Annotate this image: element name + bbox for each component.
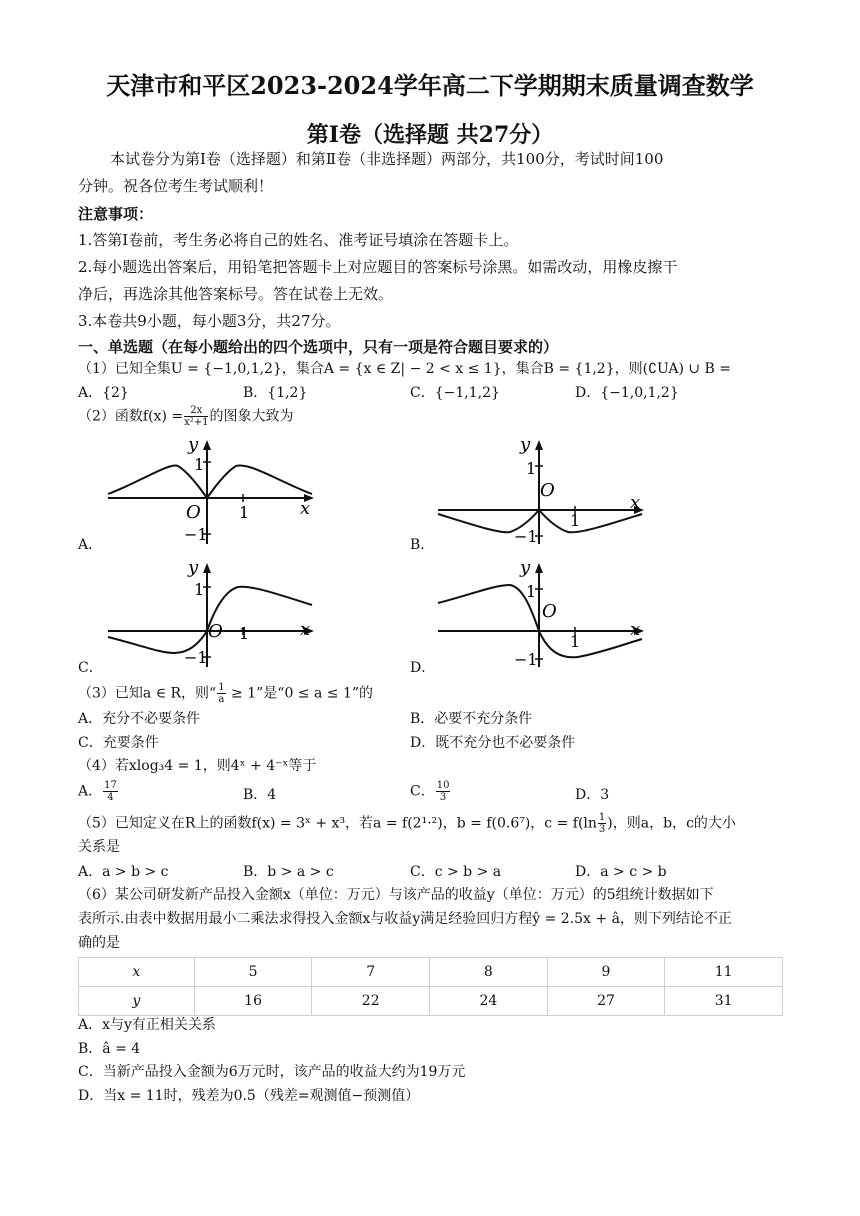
note-2b: 净后，再选涂其他答案标号。答在试卷上无效。 [78,285,394,303]
graph-c [100,555,330,675]
q3-option-d: D．既不充分也不必要条件 [410,735,576,751]
table-cell: 8 [430,958,548,987]
q4-option-c [410,780,451,803]
table-cell: 9 [547,958,665,987]
page-subtitle: 第Ⅰ卷（选择题 共27分） [306,122,554,148]
q3-stem [78,682,373,705]
q3-option-a: A．充分不必要条件 [78,711,201,727]
q2-option-d: D． [410,660,436,676]
q2-option-b: B． [410,537,435,553]
q4-option-a [78,780,119,803]
note-2a: 2.每小题选出答案后，用铅笔把答题卡上对应题目的答案标号涂黑。如需改动，用橡皮擦干 [78,258,678,276]
q3-frac-num: 1 [218,682,225,693]
q6-option-b: B．â = 4 [78,1041,141,1057]
q4-stem: （4）若xlog₃4 = 1，则4ˣ + 4⁻ˣ等于 [78,758,317,774]
q6-stem-line-1: （6）某公司研发新产品投入金额x（单位：万元）与该产品的收益y（单位：万元）的5组统计数据如下 [78,887,714,903]
q5-frac-den: 3 [598,824,606,835]
graph-b-one-y: 1 [526,459,537,478]
table-header-y: y [79,987,195,1016]
q2-fraction [184,405,208,428]
graph-d-y-label: y [520,557,531,578]
table-row [79,958,783,987]
q2-frac-den: x²+1 [184,417,209,428]
q1-option-d: D．{−1,0,1,2} [575,385,679,401]
q2-stem-post: 的图象大致为 [209,408,294,425]
page-title: 天津市和平区2023-2024学年高二下学期期末质量调查数学 [106,71,754,100]
q2-option-c: C． [78,660,103,676]
table-cell: 5 [194,958,312,987]
graph-b-origin-label: O [540,480,555,501]
q4-option-c-label: C． [410,783,435,800]
graph-a-one-y: 1 [194,455,205,474]
q3-option-c: C．充要条件 [78,735,159,751]
graph-c-y-label: y [188,557,199,578]
table-cell: 24 [430,987,548,1016]
q1-option-b: B．{1,2} [243,385,308,401]
q1-option-c: C．{−1,1,2} [410,385,500,401]
graph-d-neg-one: −1 [514,650,538,669]
table-cell: 16 [194,987,312,1016]
q3-fraction [217,682,225,705]
q6-option-c: C．当新产品投入金额为6万元时，该产品的收益大约为19万元 [78,1064,466,1080]
note-1: 1.答第Ⅰ卷前，考生务必将自己的姓名、准考证号填涂在答题卡上。 [78,231,519,249]
q4-a-num: 17 [104,780,117,791]
graph-a-y-label: y [188,434,199,455]
q5-option-c: C．c > b > a [410,864,502,880]
q3-frac-den: a [218,694,225,705]
table-cell: 7 [312,958,430,987]
graph-b-neg-one: −1 [514,527,538,546]
graph-d [430,555,660,675]
table-cell: 11 [665,958,783,987]
q4-option-d: D．3 [575,787,610,803]
graph-c-x-label: x [300,619,311,640]
graph-d-origin-label: O [542,601,557,622]
graph-a [100,432,330,552]
q1-option-a: A．{2} [78,385,129,401]
graph-c-origin-label: O [208,621,223,642]
graph-c-curve [108,587,312,653]
table-cell: 31 [665,987,783,1016]
graph-c-one-y: 1 [194,580,205,599]
q5-stem-pre: （5）已知定义在R上的函数f(x) = 3ˣ + x³，若a = f(2¹·²)，b = f(0.6⁷)，c = f(ln [78,815,597,832]
q3-stem-pre: （3）已知a ∈ R，则“ [78,685,217,702]
q4-option-a-label: A． [78,783,103,800]
graph-b-y-arrow [535,440,543,450]
graph-a-curve [108,465,312,498]
q5-stem-post: )，则a，b，c的大小 [607,815,736,832]
graph-a-x-label: x [300,498,311,519]
q4-option-a-frac [103,780,118,803]
table-cell: 22 [312,987,430,1016]
q1-stem: （1）已知全集U = {−1,0,1,2}，集合A = {x ∈ Z| − 2 < x ≤ 1}，集合B = {1,2}，则(∁UA) ∪ B = [78,361,732,377]
intro-line-1: 本试卷分为第Ⅰ卷（选择题）和第Ⅱ卷（非选择题）两部分，共100分，考试时间100 [110,150,664,168]
graph-d-one-y: 1 [526,582,537,601]
graph-b-x-label: x [630,492,641,513]
q4-option-c-frac [436,780,451,803]
q5-option-a: A．a > b > c [78,864,169,880]
q5-option-d: D．a > c > b [575,864,667,880]
graph-b [430,432,660,552]
q6-stem-line-3: 确的是 [78,935,120,951]
graph-b-one-x: 1 [570,511,581,530]
graph-c-y-arrow [203,563,211,573]
graph-c-neg-one: −1 [184,648,208,667]
q2-frac-num: 2x [184,405,208,417]
graph-c-one-x: 1 [239,624,250,643]
graph-d-x-label: x [630,619,641,640]
table-header-x: x [79,958,195,987]
q2-stem-pre: （2）函数f(x) = [78,408,184,425]
section-heading: 一、单选题（在每小题给出的四个选项中，只有一项是符合题目要求的） [78,338,559,356]
q6-data-table [78,957,783,1016]
q5-option-b: B．b > a > c [243,864,334,880]
graph-a-one-x: 1 [239,503,250,522]
q5-stem [78,812,736,835]
q6-option-d: D．当x = 11时，残差为0.5（残差=观测值−预测值） [78,1088,420,1104]
q2-option-a: A． [78,537,103,553]
graph-d-y-arrow [535,563,543,573]
q3-stem-post: ≥ 1”是“0 ≤ a ≤ 1”的 [226,685,374,702]
intro-line-2: 分钟。祝各位考生考试顺利！ [78,177,274,195]
table-row [79,987,783,1016]
q5-frac-num: 1 [598,812,606,823]
table-cell: 27 [547,987,665,1016]
q6-option-a: A．x与y有正相关关系 [78,1017,216,1033]
q4-c-num: 10 [436,780,450,791]
q5-stem-line-2: 关系是 [78,839,120,855]
q5-fraction [598,812,606,835]
graph-b-y-label: y [520,434,531,455]
graph-a-origin-label: O [186,502,201,523]
q4-c-den: 3 [439,792,447,803]
graph-d-one-x: 1 [570,632,581,651]
q6-stem-line-2: 表所示.由表中数据用最小二乘法求得投入金额x与收益y满足经验回归方程ŷ = 2.5x + â，则下列结论不正 [78,911,732,927]
note-3: 3.本卷共9小题，每小题3分，共27分。 [78,312,341,330]
notes-heading: 注意事项： [78,205,154,223]
q3-option-b: B．必要不充分条件 [410,711,533,727]
graph-a-y-arrow [203,440,211,450]
q4-a-den: 4 [107,792,114,803]
graph-a-neg-one: −1 [184,525,208,544]
q2-stem [78,405,293,428]
q4-option-b: B．4 [243,787,277,803]
